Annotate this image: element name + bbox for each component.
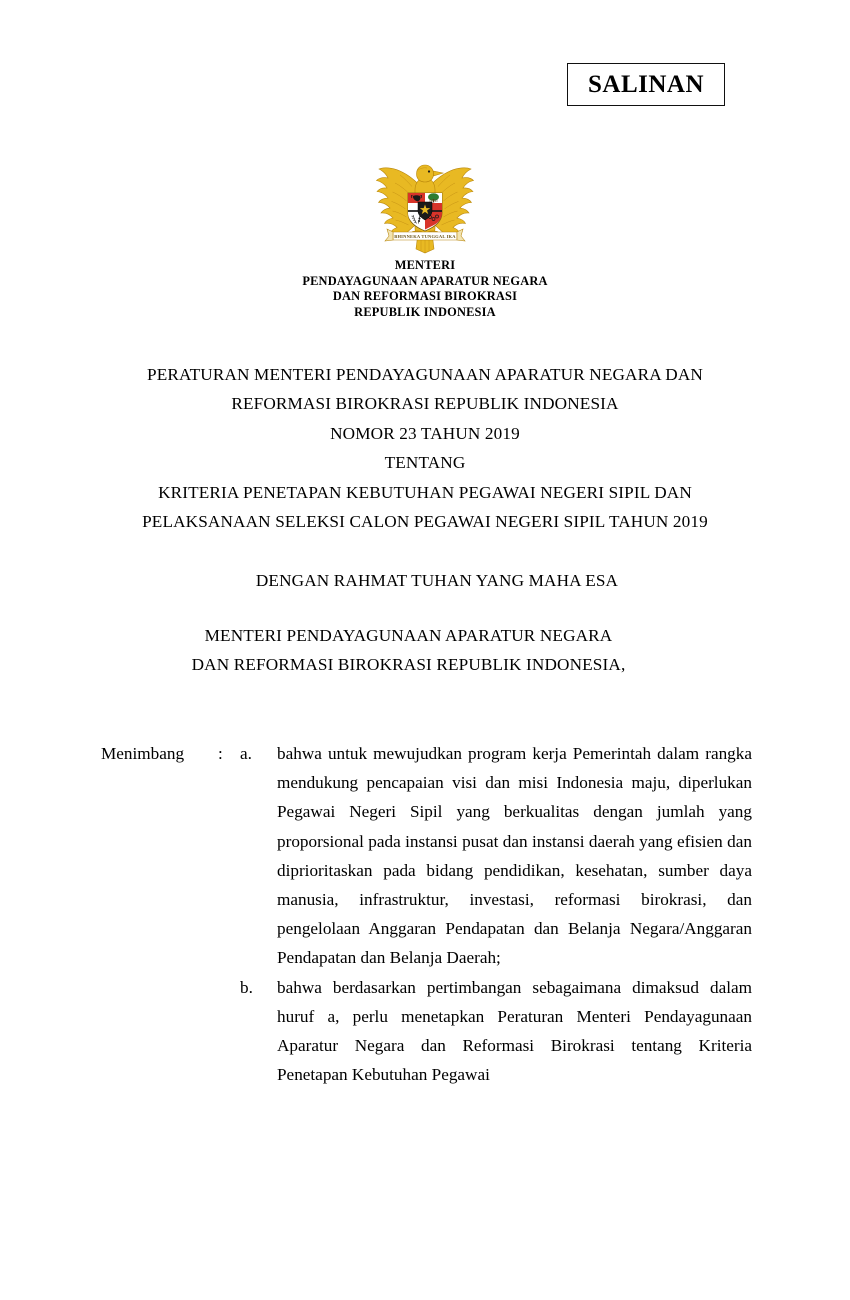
ministry-heading-line-4: REPUBLIK INDONESIA bbox=[354, 304, 496, 319]
regulation-subject-line-2: PELAKSANAAN SELEKSI CALON PEGAWAI NEGERI SIPIL TAHUN 2019 bbox=[142, 512, 708, 532]
considering-colon: : bbox=[218, 744, 223, 763]
salinan-stamp-label: SALINAN bbox=[587, 71, 705, 98]
regulation-title-line-1: PERATURAN MENTERI PENDAYAGUNAAN APARATUR NEGARA DAN bbox=[147, 365, 703, 384]
considering-section bbox=[101, 739, 752, 1089]
considering-item-letter-a: a. bbox=[240, 744, 252, 763]
considering-item-text-b: bahwa berdasarkan pertimbangan sebagaimana dimaksud dalam huruf a, perlu menetapkan Peraturan Menteri Pendayagunaan Aparatur Negara dan Reformasi Birokrasi tentang Kriteria Penetapan Kebutuhan Pegawai bbox=[277, 977, 752, 1085]
regulation-title-line-2: REFORMASI BIROKRASI REPUBLIK INDONESIA bbox=[231, 394, 619, 414]
signatory-heading bbox=[0, 621, 817, 680]
regulation-subject-line-1: KRITERIA PENETAPAN KEBUTUHAN PEGAWAI NEGERI SIPIL DAN bbox=[158, 482, 692, 502]
ministry-heading bbox=[0, 258, 850, 320]
svg-text:BHINNEKA TUNGGAL IKA: BHINNEKA TUNGGAL IKA bbox=[394, 234, 456, 239]
garuda-pancasila-emblem bbox=[369, 158, 481, 258]
considering-item-a bbox=[101, 739, 752, 973]
signatory-heading-line-1: MENTERI PENDAYAGUNAAN APARATUR NEGARA bbox=[204, 626, 613, 645]
regulation-about-label: TENTANG bbox=[384, 453, 466, 473]
blessing-line: DENGAN RAHMAT TUHAN YANG MAHA ESA bbox=[255, 571, 619, 590]
ministry-heading-line-1: MENTERI bbox=[394, 258, 456, 272]
ministry-heading-line-3: DAN REFORMASI BIROKRASI bbox=[332, 289, 518, 304]
considering-item-letter-b: b. bbox=[240, 977, 253, 997]
salinan-stamp bbox=[567, 63, 725, 106]
regulation-title-block bbox=[0, 360, 850, 536]
regulation-number: NOMOR 23 TAHUN 2019 bbox=[330, 423, 520, 443]
emblem-container bbox=[0, 158, 850, 263]
considering-item-b bbox=[240, 973, 752, 1090]
considering-label: Menimbang bbox=[101, 744, 185, 763]
signatory-heading-line-2: DAN REFORMASI BIROKRASI REPUBLIK INDONESIA, bbox=[191, 655, 626, 675]
ministry-heading-line-2: PENDAYAGUNAAN APARATUR NEGARA bbox=[302, 273, 548, 288]
considering-item-text-a: bahwa untuk mewujudkan program kerja Pemerintah dalam rangka mendukung pencapaian visi dan misi Indonesia maju, diperlukan Pegawai Negeri Sipil yang berkualitas dengan jumlah yang proporsional pada instansi pusat dan instansi daerah yang efisien dan diprioritaskan pada bidang pendidikan, kesehatan, sumber daya manusia, infrastruktur, investasi, reformasi birokrasi, dan pengelolaan Anggaran Pendapatan dan Belanja Negara/Anggaran Pendapatan dan Belanja Daerah; bbox=[277, 744, 752, 968]
